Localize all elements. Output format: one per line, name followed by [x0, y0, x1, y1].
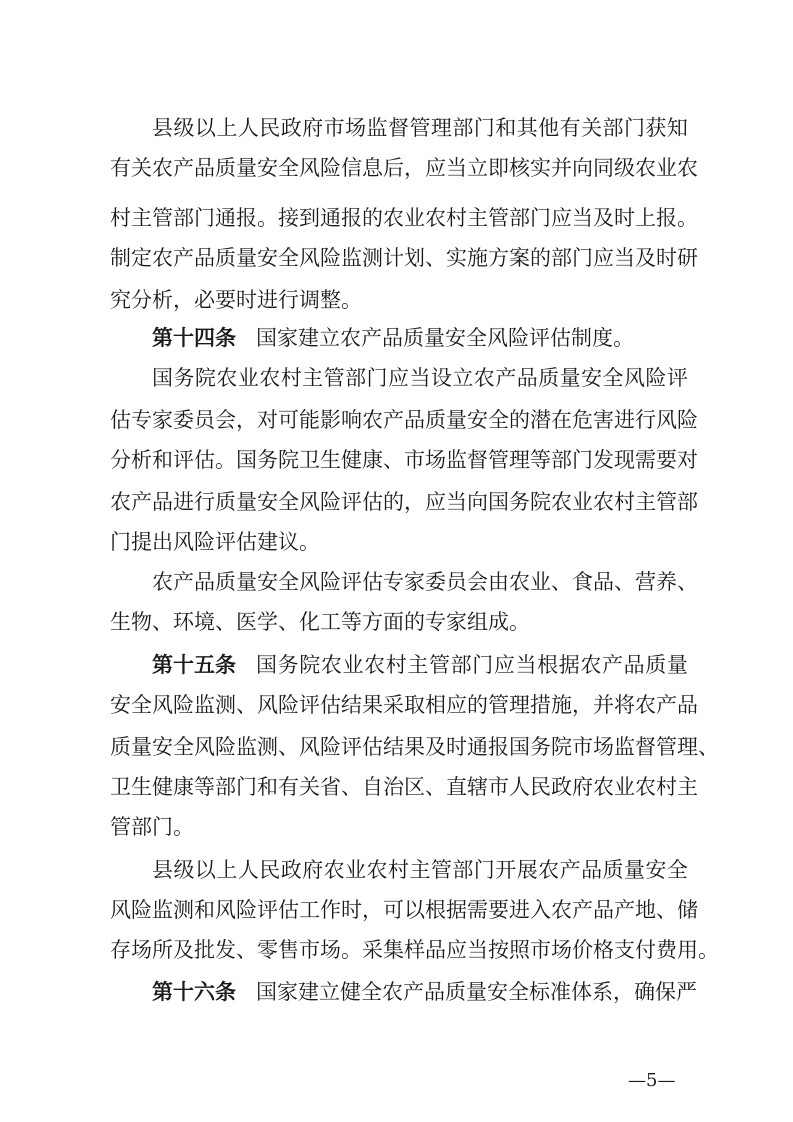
line-text: 风 险 监 测 和 风 险 评 估 工 作 时 ， 可 以 根 据 需 要 进 入 农 产 品 产 地 、 储 [110, 898, 698, 922]
text-line [110, 727, 719, 767]
text-line [152, 850, 688, 890]
line-text: 质 量 安 全 风 险 监 测 、 风 险 评 估 结 果 及 时 通 报 国 务 院 市 场 监 督 管 理 、 [110, 735, 719, 759]
article-line [152, 972, 697, 1012]
line-text: 县 级 以 上 人 民 政 府 农 业 农 村 主 管 部 门 开 展 农 产 品 质 量 安 全 [152, 858, 688, 882]
line-text: 农 产 品 进 行 质 量 安 全 风 险 评 估 的 ， 应 当 向 国 务 院 农 业 农 村 主 管 部 [110, 490, 698, 514]
text-line [110, 148, 698, 188]
text-line [110, 930, 719, 970]
line-text: 国 家 建 立 健 全 农 产 品 质 量 安 全 标 准 体 系 ， 确 保 严 [256, 980, 697, 1004]
page-number: —5— [628, 1070, 676, 1091]
article-line [152, 645, 688, 685]
line-text: 县 级 以 上 人 民 政 府 市 场 监 督 管 理 部 门 和 其 他 有 关 部 门 获 知 [152, 116, 688, 140]
text-line [110, 602, 688, 642]
line-text: 生物、环境、医学、化工等方面的专家组成。 [110, 610, 530, 634]
line-text: 存 场 所 及 批 发 、 零 售 市 场 。 采 集 样 品 应 当 按 照 市 场 价 格 支 付 费 用 。 [110, 938, 719, 962]
text-line [110, 522, 688, 562]
text-line [110, 685, 698, 725]
text-line [110, 890, 698, 930]
text-line [110, 198, 698, 238]
line-text: 国 务 院 农 业 农 村 主 管 部 门 应 当 设 立 农 产 品 质 量 安 全 风 险 评 [152, 366, 688, 390]
line-text: 卫 生 健 康 等 部 门 和 有 关 省 、 自 治 区 、 直 辖 市 人 民 政 府 农 业 农 村 主 [110, 775, 698, 799]
article-line [152, 318, 688, 358]
article-heading: 第十五条 [152, 653, 236, 677]
text-line [110, 400, 698, 440]
text-line [110, 238, 698, 278]
text-line [152, 108, 688, 148]
line-text: 安 全 风 险 监 测 、 风 险 评 估 结 果 采 取 相 应 的 管 理 措 施 ， 并 将 农 产 品 [110, 693, 698, 717]
line-text: 村 主 管 部 门 通 报 。 接 到 通 报 的 农 业 农 村 主 管 部 门 应 当 及 时 上 报 。 [110, 206, 698, 230]
line-text: 管部门。 [110, 815, 194, 839]
line-text: 农 产 品 质 量 安 全 风 险 评 估 专 家 委 员 会 由 农 业 、 食 品 、 营 养 、 [152, 570, 698, 594]
line-text: 估 专 家 委 员 会 ， 对 可 能 影 响 农 产 品 质 量 安 全 的 潜 在 危 害 进 行 风 险 [110, 408, 698, 432]
line-text: 国 务 院 农 业 农 村 主 管 部 门 应 当 根 据 农 产 品 质 量 [256, 653, 688, 677]
line-text: 究分析，必要时进行调整。 [110, 288, 362, 312]
text-line [110, 482, 698, 522]
text-line [110, 767, 698, 807]
line-text: 有 关 农 产 品 质 量 安 全 风 险 信 息 后 ， 应 当 立 即 核 实 并 向 同 级 农 业 农 [110, 156, 698, 180]
text-line [152, 358, 688, 398]
line-text: 分 析 和 评 估 。 国 务 院 卫 生 健 康 、 市 场 监 督 管 理 等 部 门 发 现 需 要 对 [110, 448, 698, 472]
line-text: 门提出风险评估建议。 [110, 530, 320, 554]
text-line [110, 807, 688, 847]
line-text: 制 定 农 产 品 质 量 安 全 风 险 监 测 计 划 、 实 施 方 案 的 部 门 应 当 及 时 研 [110, 246, 698, 270]
text-line [152, 562, 698, 602]
article-heading: 第十四条 [152, 326, 236, 350]
line-text: 国家建立农产品质量安全风险评估制度。 [256, 326, 634, 350]
article-heading: 第十六条 [152, 980, 236, 1004]
text-line [110, 280, 688, 320]
text-line [110, 440, 698, 480]
